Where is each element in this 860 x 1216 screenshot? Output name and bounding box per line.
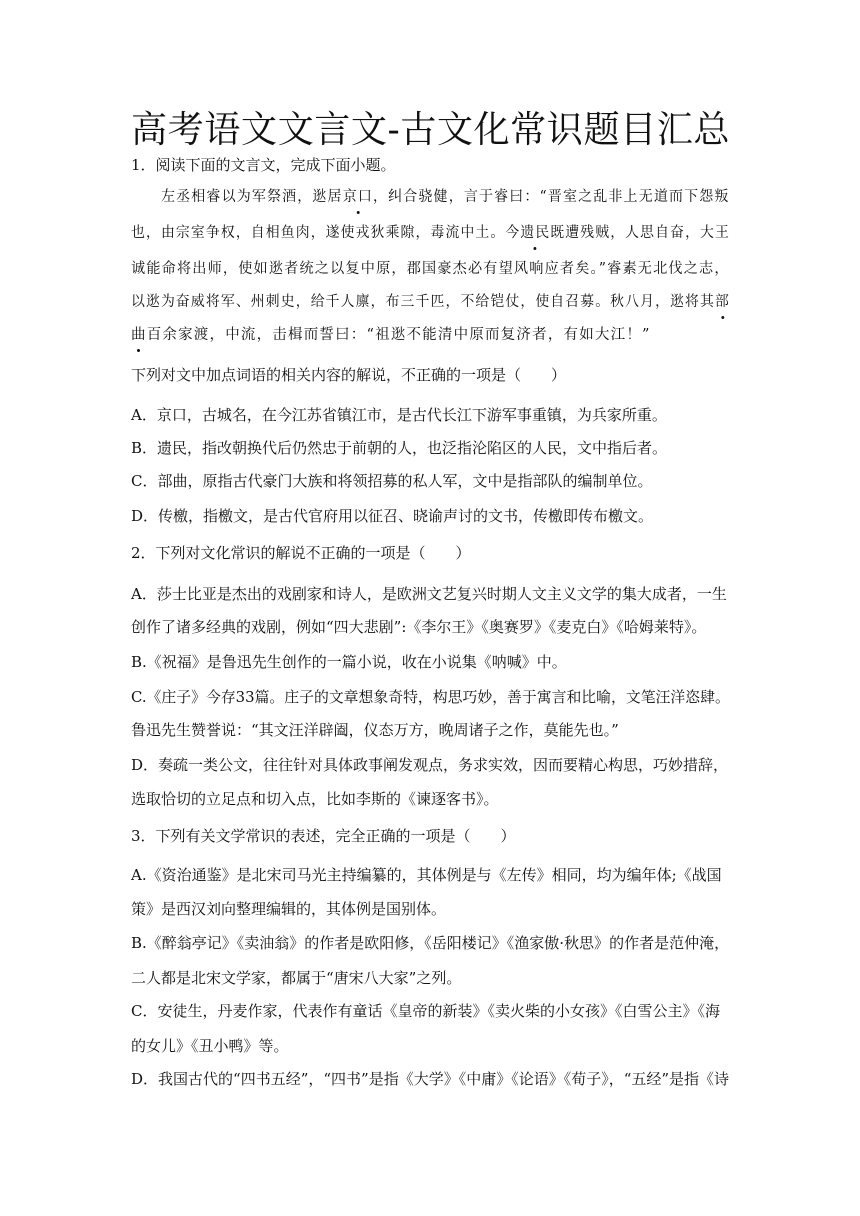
question-3-option-b-line-2: 二人都是北宋文学家，都属于“唐宋八大家”之列。 bbox=[131, 969, 462, 987]
passage-text: 以逖为奋威将军、州刺史，给千人廪，布三千匹，不给铠仗，使自召募。秋八月，逖将其 bbox=[131, 294, 716, 310]
passage-line-2 bbox=[131, 222, 730, 244]
passage-line-4 bbox=[131, 291, 730, 313]
question-3-option-c-line-1: C．安徒生，丹麦作家，代表作有童话《皇帝的新装》《卖火柴的小女孩》《白雪公主》《海 bbox=[131, 1002, 720, 1020]
question-2-option-d-line-2: 选取恰切的立足点和切入点，比如李斯的《谏逐客书》。 bbox=[131, 790, 499, 808]
question-1-option-b: B．遗民，指改朝换代后仍然忠于前朝的人，也泛指沦陷区的人民，文中指后者。 bbox=[131, 439, 668, 457]
passage-text: 也，由宗室争权，自相鱼肉，遂使戎狄乘隙，毒流中土。今 bbox=[131, 225, 521, 241]
question-3-option-a-line-2: 策》是西汉刘向整理编辑的，其体例是国别体。 bbox=[131, 900, 447, 918]
dotted-term-jingkou: 京口 bbox=[343, 186, 373, 208]
question-1-option-c: C．部曲，原指古代豪门大族和将领招募的私人军，文中是指部队的编制单位。 bbox=[131, 472, 653, 490]
passage-line-3: 诚能命将出师，使如逖者统之以复中原，郡国豪杰必有望风响应者矣。”睿素无北伐之志， bbox=[131, 261, 730, 277]
passage-line-5 bbox=[131, 324, 651, 346]
question-3-option-d-line-1: D．我国古代的“四书五经”，“四书”是指《大学》《中庸》《论语》《荀子》，“五经”是指《诗 bbox=[131, 1070, 730, 1088]
passage-text: 百余家渡，中流，击楫而誓曰：“祖逖不能清中原而复济者，有如大江！” bbox=[146, 327, 651, 343]
question-1-option-a: A．京口，古城名，在今江苏省镇江市，是古代长江下游军事重镇，为兵家所重。 bbox=[131, 406, 667, 424]
question-3-option-b-line-1: B.《醉翁亭记》《卖油翁》的作者是欧阳修，《岳阳楼记》《渔家傲·秋思》的作者是范仲淹， bbox=[131, 934, 730, 952]
question-3-stem: 3．下列有关文学常识的表述，完全正确的一项是（ ） bbox=[131, 827, 516, 845]
question-3-option-c-line-2: 的女儿》《丑小鸭》等。 bbox=[131, 1037, 289, 1055]
question-2-option-c-line-1: C.《庄子》今存33篇。庄子的文章想象奇特，构思巧妙，善于寓言和比喻，文笔汪洋恣肆。 bbox=[131, 688, 730, 706]
document-title: 高考语文文言文-古文化常识题目汇总 bbox=[131, 108, 731, 151]
question-1-prompt: 下列对文中加点词语的相关内容的解说，不正确的一项是（ ） bbox=[131, 366, 567, 384]
question-1-stem: 1．阅读下面的文言文，完成下面小题。 bbox=[131, 156, 396, 174]
question-2-stem: 2．下列对文化常识的解说不正确的一项是（ ） bbox=[131, 544, 471, 562]
passage-text: ，纠合骁健，言于睿曰：“晋室之乱非上无道而下怨叛 bbox=[372, 189, 730, 205]
dotted-term-yimin: 遗民 bbox=[520, 222, 550, 244]
question-2-option-d-line-1: D．奏疏一类公文，往往针对具体政事阐发观点，务求实效，因而要精心构思，巧妙措辞， bbox=[131, 756, 729, 774]
question-2-option-a-line-2: 创作了诸多经典的戏剧，例如“四大悲剧”:《李尔王》《奥赛罗》《麦克白》《哈姆莱特》。 bbox=[131, 618, 707, 636]
dotted-term-bu: 部 bbox=[715, 291, 730, 313]
passage-text: 左丞相睿以为军祭酒，逖居 bbox=[161, 189, 343, 205]
dotted-term-qu: 曲 bbox=[131, 324, 147, 346]
question-1-option-d: D．传檄，指檄文，是古代官府用以征召、晓谕声讨的文书，传檄即传布檄文。 bbox=[131, 507, 654, 525]
question-2-option-a-line-1: A．莎士比亚是杰出的戏剧家和诗人，是欧洲文艺复兴时期人文主义文学的集大成者，一生 bbox=[131, 585, 727, 603]
question-3-option-a-line-1: A.《资治通鉴》是北宋司马光主持编纂的，其体例是与《左传》相同，均为编年体;《战国 bbox=[131, 866, 722, 884]
question-2-option-b: B.《祝福》是鲁迅先生创作的一篇小说，收在小说集《呐喊》中。 bbox=[131, 653, 567, 671]
passage-text: 既遭残贼，人思自奋，大王 bbox=[550, 225, 731, 241]
question-2-option-c-line-2: 鲁迅先生赞誉说：“其文汪洋辟阖，仪态万方，晚周诸子之作，莫能先也。” bbox=[131, 721, 619, 739]
passage-line-1 bbox=[161, 186, 730, 208]
